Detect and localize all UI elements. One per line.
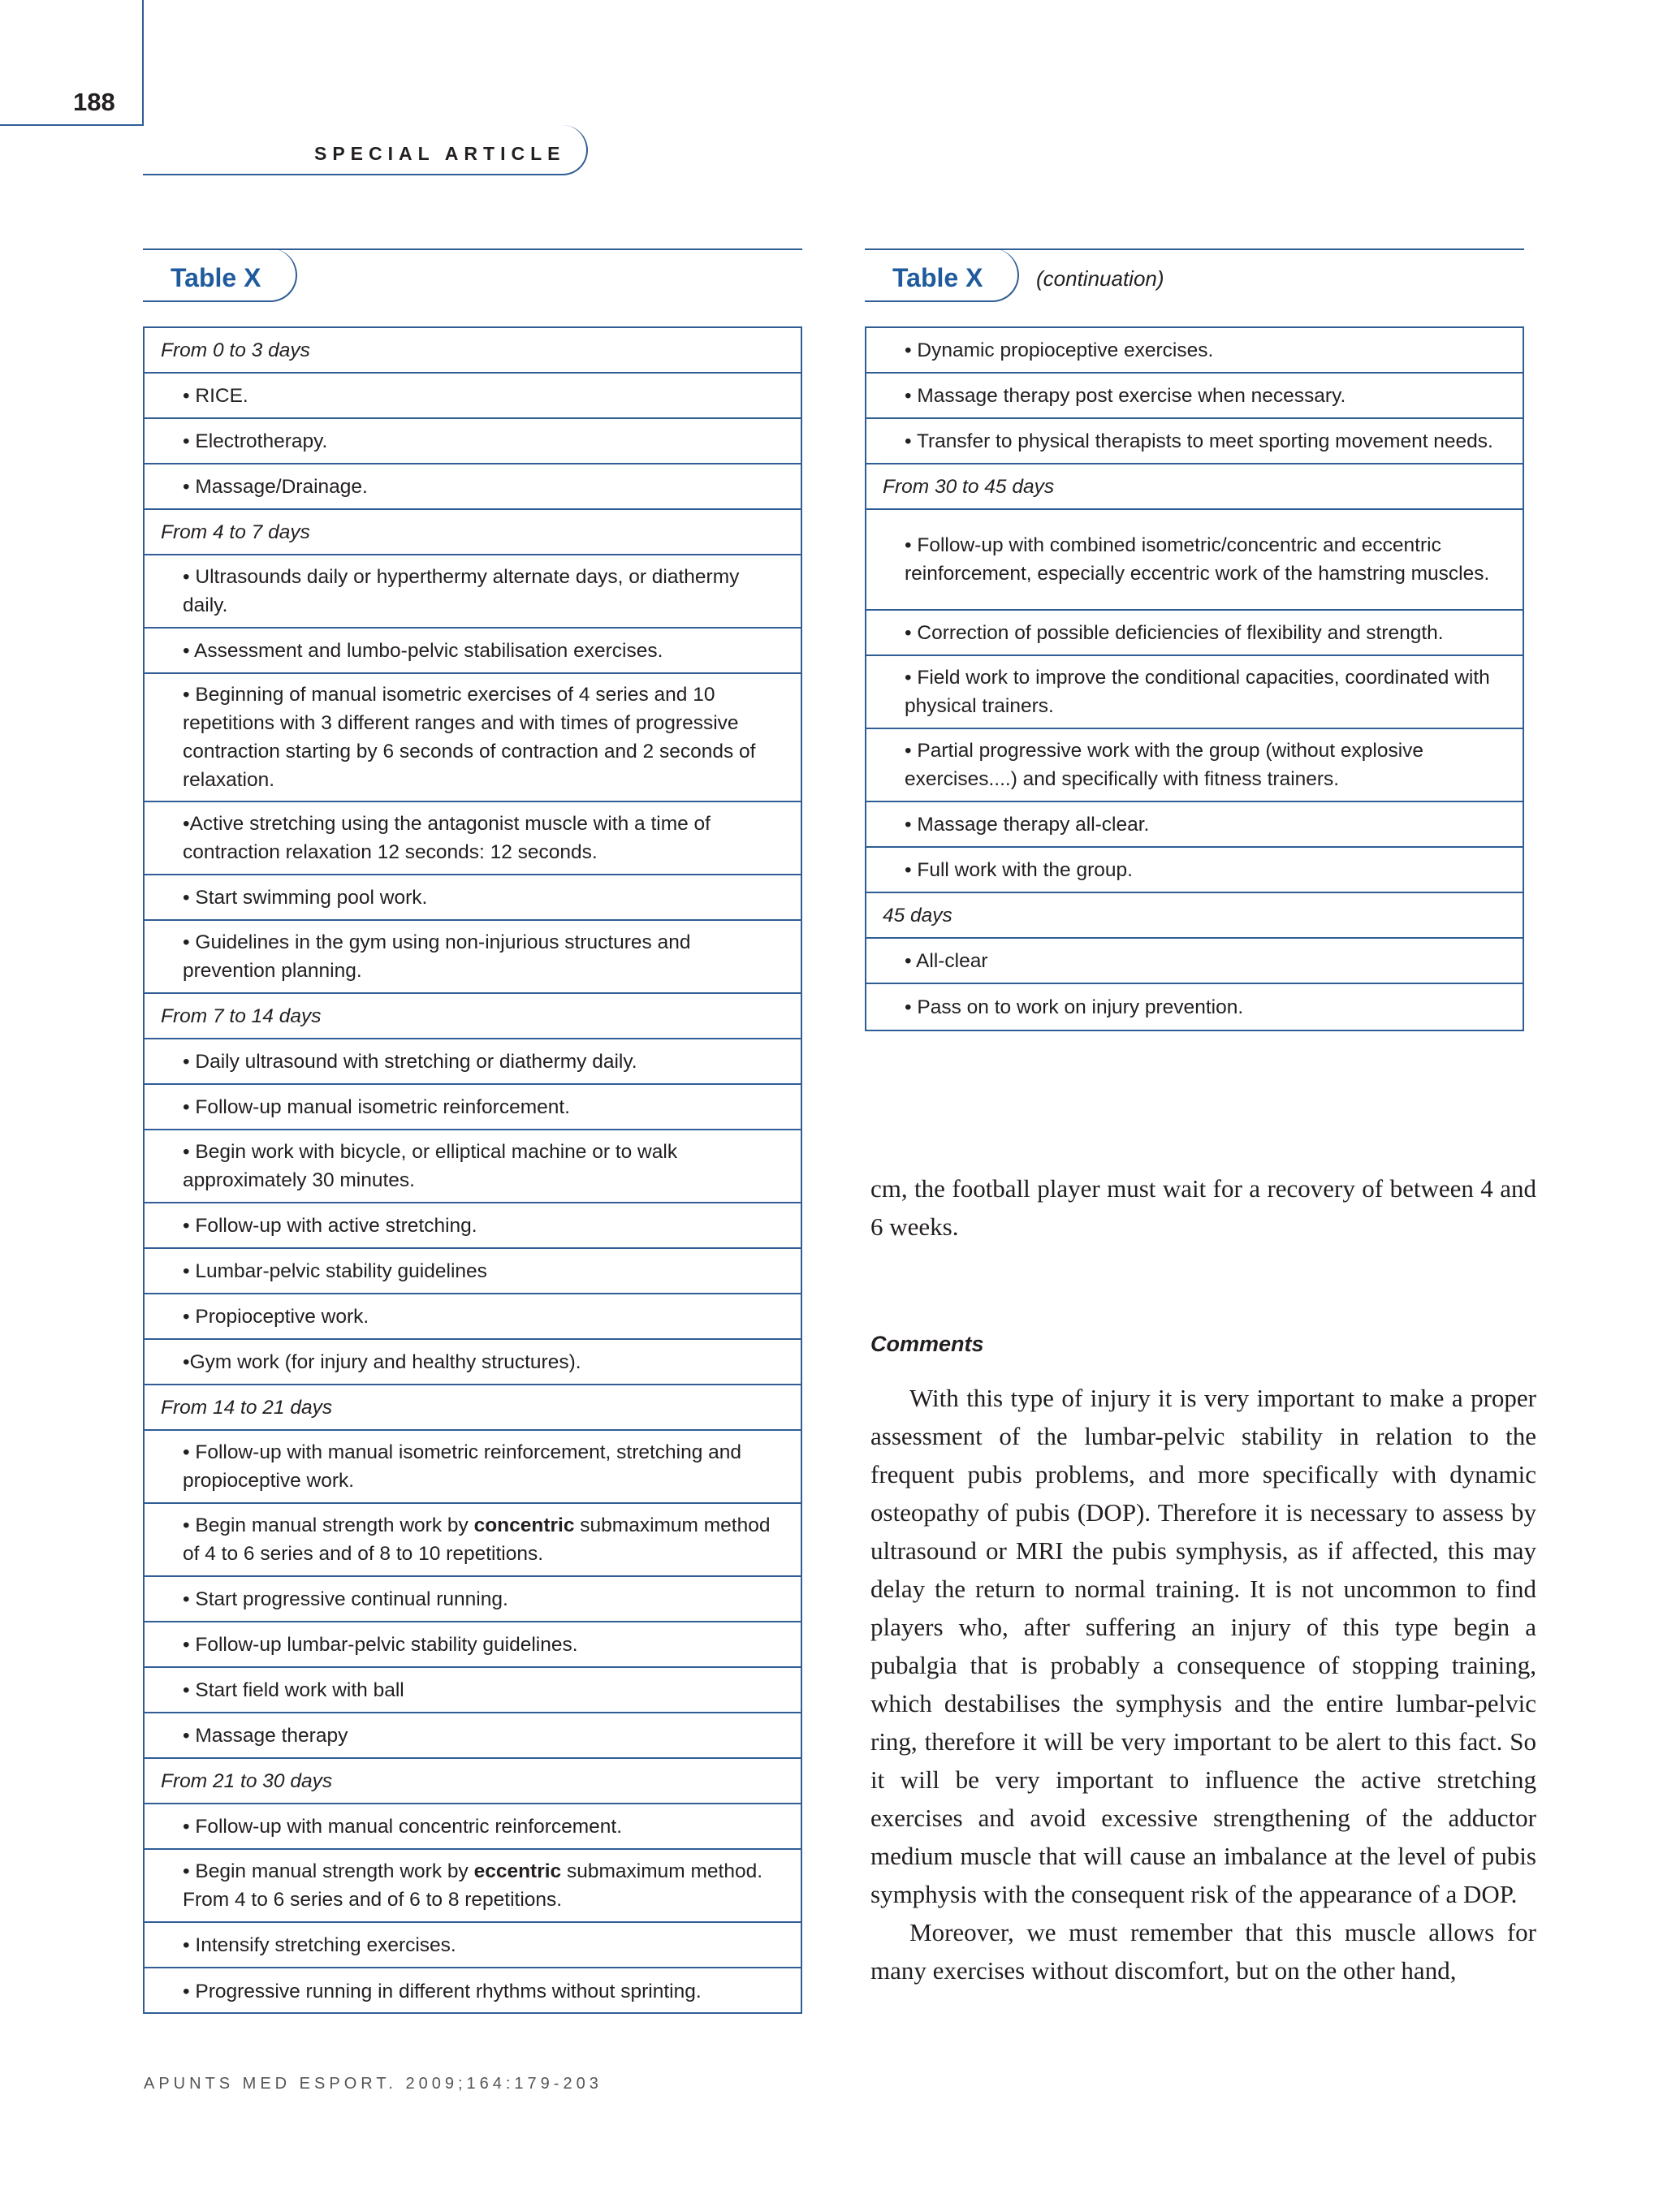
row-text: • Begin manual strength work by eccentric submaximum method. From 4 to 6 series and of 6 to 8 repetitions.	[183, 1860, 762, 1911]
table-row	[145, 1294, 801, 1340]
header-vertical-rule	[142, 0, 144, 124]
comments-body	[870, 1379, 1536, 1990]
row-text: • Begin manual strength work by concentric submaximum method of 4 to 6 series and of 8 to 10 repetitions.	[183, 1514, 771, 1565]
table-row	[145, 419, 801, 464]
row-text: • Correction of possible deficiencies of flexibility and strength.	[905, 621, 1444, 644]
table-row	[145, 1249, 801, 1294]
row-text: • Dynamic propioceptive exercises.	[905, 339, 1214, 361]
row-text: • Transfer to physical therapists to meet sporting movement needs.	[905, 430, 1493, 452]
table-section-header	[145, 510, 801, 555]
right-table-label: Table X	[892, 263, 983, 292]
row-text: • Guidelines in the gym using non-injurious structures and prevention planning.	[183, 931, 691, 982]
row-text: • Follow-up with active stretching.	[183, 1214, 477, 1237]
table-row	[866, 419, 1523, 464]
table-row	[145, 1130, 801, 1203]
comments-heading: Comments	[870, 1332, 984, 1356]
table-row	[866, 939, 1523, 984]
table-row	[145, 1923, 801, 1968]
row-text: • Start progressive continual running.	[183, 1588, 508, 1610]
row-text: • Electrotherapy.	[183, 430, 328, 452]
row-text: • Progressive running in different rhythms without sprinting.	[183, 1980, 702, 2002]
row-text: • Full work with the group.	[905, 858, 1133, 881]
table-section-header	[145, 1385, 801, 1431]
row-text: • Assessment and lumbo-pelvic stabilisation exercises.	[183, 639, 663, 662]
table-row	[145, 374, 801, 419]
intro-text: cm, the football player must wait for a recovery of between 4 and 6 weeks.	[870, 1174, 1536, 1241]
table-section-header	[145, 1759, 801, 1804]
table-section-header	[866, 893, 1523, 939]
left-table-label: Table X	[171, 263, 261, 292]
table-section-header	[866, 464, 1523, 510]
table-section-header	[145, 994, 801, 1039]
row-text: • Start swimming pool work.	[183, 886, 428, 909]
row-text: • Massage therapy all-clear.	[905, 813, 1150, 836]
page-number: 188	[73, 88, 115, 116]
table-row	[145, 1850, 801, 1923]
table-row	[145, 629, 801, 674]
row-text: •Active stretching using the antagonist muscle with a time of contraction relaxation 12 seconds: 12 seconds.	[183, 813, 711, 863]
row-text: • Follow-up with combined isometric/concentric and eccentric reinforcement, especially eccentric work of the hamstring muscles.	[905, 534, 1490, 585]
table-row	[866, 729, 1523, 802]
row-text: • Intensify stretching exercises.	[183, 1933, 456, 1956]
table-row	[145, 875, 801, 921]
table-row	[145, 1504, 801, 1577]
section-header-text: From 14 to 21 days	[161, 1396, 333, 1419]
table-row	[145, 1203, 801, 1249]
table-row	[866, 848, 1523, 893]
section-header-text: 45 days	[883, 904, 952, 927]
row-text: • Pass on to work on injury prevention.	[905, 996, 1244, 1018]
table-row	[145, 921, 801, 994]
right-table-continuation: (continuation)	[1036, 266, 1164, 291]
row-text: • Daily ultrasound with stretching or diathermy daily.	[183, 1050, 637, 1073]
table-row	[145, 1668, 801, 1713]
row-text: •Gym work (for injury and healthy structures).	[183, 1350, 581, 1373]
table-row	[145, 1431, 801, 1504]
row-text: • Massage/Drainage.	[183, 475, 368, 498]
row-text: • Field work to improve the conditional capacities, coordinated with physical trainers.	[905, 667, 1490, 717]
table-row	[145, 1804, 801, 1850]
header-horizontal-rule	[0, 124, 144, 126]
table-row	[145, 674, 801, 802]
row-text: • Beginning of manual isometric exercises of 4 series and 10 repetitions with 3 different ranges and with times of progressive contraction starting by 6 seconds of contraction and 2 seconds of relaxation.	[183, 684, 756, 791]
row-text: • RICE.	[183, 384, 248, 407]
table-row	[866, 611, 1523, 656]
comments-paragraph-1: With this type of injury it is very important to make a proper assessment of the lumbar-pelvic stability in relation to the frequent pubis problems, and more specifically with dynamic osteopathy of pubis (DOP). Therefore it is necessary to assess by ultrasound or MRI the pubis symphysis, as if affected, this may delay the return to normal training. It is not uncommon to find players who, after suffering an injury of this type begin a pubalgia that is probably a consequence of stopping training, which destabilises the symphysis and the entire lumbar-pelvic ring, therefore it will be very important to be alert to this fact. So it will be very important to influence the active stretching exercises and avoid excessive strengthening of the adductor medium muscle that will cause an imbalance at the level of pubis symphysis with the consequent risk of the appearance of a DOP.	[870, 1384, 1536, 1908]
table-row	[145, 464, 801, 510]
table-row	[145, 1713, 801, 1759]
table-section-header	[145, 328, 801, 374]
row-text: • Lumbar-pelvic stability guidelines	[183, 1259, 487, 1282]
row-text: • Start field work with ball	[183, 1678, 404, 1701]
left-table	[143, 326, 802, 2014]
table-row	[145, 1085, 801, 1130]
table-row	[145, 1622, 801, 1668]
row-text: • Begin work with bicycle, or elliptical machine or to walk approximately 30 minutes.	[183, 1141, 678, 1191]
row-text: • Follow-up lumbar-pelvic stability guidelines.	[183, 1633, 578, 1656]
section-header-text: From 7 to 14 days	[161, 1004, 322, 1027]
table-row	[866, 802, 1523, 848]
row-text: • Massage therapy	[183, 1724, 348, 1747]
footer-citation: APUNTS MED ESPORT. 2009;164:179-203	[144, 2075, 603, 2093]
table-row	[145, 555, 801, 629]
section-header-text: From 30 to 45 days	[883, 475, 1055, 498]
intro-paragraph	[870, 1169, 1536, 1246]
table-row	[145, 1039, 801, 1085]
section-label: SPECIAL ARTICLE	[314, 143, 566, 164]
table-row	[145, 1340, 801, 1385]
row-text: • Follow-up manual isometric reinforcement.	[183, 1095, 570, 1118]
section-header-text: From 4 to 7 days	[161, 521, 310, 543]
table-row	[145, 1968, 801, 2014]
right-table	[865, 326, 1524, 1031]
table-row	[145, 802, 801, 875]
section-header-text: From 21 to 30 days	[161, 1769, 333, 1792]
row-text: • Follow-up with manual concentric reinforcement.	[183, 1815, 622, 1838]
row-text: • Follow-up with manual isometric reinforcement, stretching and propioceptive work.	[183, 1441, 742, 1492]
table-row	[866, 984, 1523, 1030]
table-row	[866, 374, 1523, 419]
section-header-text: From 0 to 3 days	[161, 339, 310, 361]
table-row	[866, 656, 1523, 729]
row-text: • Propioceptive work.	[183, 1305, 369, 1328]
table-row	[866, 510, 1523, 611]
table-row	[866, 328, 1523, 374]
comments-paragraph-2: Moreover, we must remember that this muscle allows for many exercises without discomfort, but on the other hand,	[870, 1918, 1536, 1985]
row-text: • Massage therapy post exercise when necessary.	[905, 384, 1346, 407]
table-row	[145, 1577, 801, 1622]
row-text: • Ultrasounds daily or hyperthermy alternate days, or diathermy daily.	[183, 566, 740, 616]
row-text: • All-clear	[905, 949, 988, 972]
row-text: • Partial progressive work with the group (without explosive exercises....) and specifically with fitness trainers.	[905, 740, 1424, 790]
